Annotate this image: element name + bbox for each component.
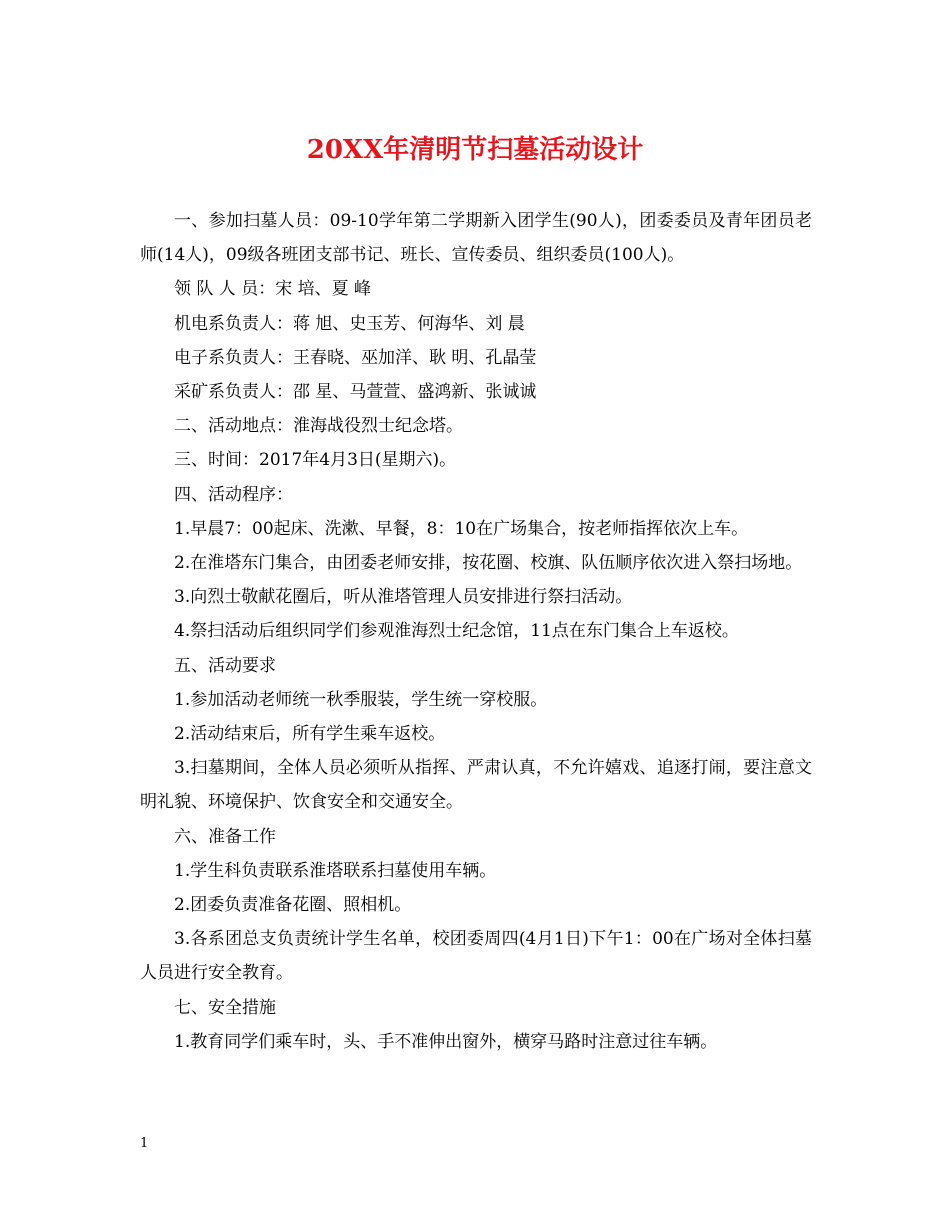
list-item: 3.扫墓期间，全体人员必须听从指挥、严肃认真，不允许嬉戏、追逐打闹，要注意文明礼貌、环境保护、饮食安全和交通安全。 bbox=[140, 758, 812, 813]
page-number: 1 bbox=[140, 1136, 149, 1151]
paragraph-electronics-leaders: 电子系负责人：王春晓、巫加洋、耿 明、孔晶莹 bbox=[174, 347, 537, 368]
paragraph-mechatronics-leaders: 机电系负责人：蒋 旭、史玉芳、何海华、刘 晨 bbox=[174, 313, 525, 334]
section-heading-requirements: 五、活动要求 bbox=[174, 655, 276, 676]
document-title: 20XX年清明节扫墓活动设计 bbox=[306, 135, 644, 165]
paragraph-team-leaders: 领 队 人 员：宋 培、夏 峰 bbox=[174, 279, 372, 300]
paragraph-participants: 一、参加扫墓人员：09-10学年第二学期新入团学生(90人)，团委委员及青年团员老师(14人)，09级各班团支部书记、班长、宣传委员、组织委员(100人)。 bbox=[140, 211, 812, 266]
list-item: 3.向烈士敬献花圈后，听从淮塔管理人员安排进行祭扫活动。 bbox=[174, 587, 633, 608]
paragraph-time: 三、时间：2017年4月3日(星期六)。 bbox=[174, 450, 457, 471]
list-item: 2.团委负责准备花圈、照相机。 bbox=[174, 895, 412, 916]
list-item: 2.在淮塔东门集合，由团委老师安排，按花圈、校旗、队伍顺序依次进入祭扫场地。 bbox=[174, 553, 803, 574]
section-heading-safety: 七、安全措施 bbox=[174, 997, 276, 1018]
section-heading-preparation: 六、准备工作 bbox=[174, 826, 276, 847]
list-item: 4.祭扫活动后组织同学们参观淮海烈士纪念馆，11点在东门集合上车返校。 bbox=[174, 621, 739, 642]
list-item: 1.学生科负责联系淮塔联系扫墓使用车辆。 bbox=[174, 860, 497, 881]
list-item: 1.教育同学们乘车时，头、手不准伸出窗外，横穿马路时注意过往车辆。 bbox=[174, 1031, 718, 1052]
paragraph-mining-leaders: 采矿系负责人：邵 星、马萱萱、盛鸿新、张诚诚 bbox=[174, 382, 537, 403]
paragraph-location: 二、活动地点：淮海战役烈士纪念塔。 bbox=[174, 416, 463, 437]
list-item: 3.各系团总支负责统计学生名单，校团委周四(4月1日)下午1：00在广场对全体扫墓人员进行安全教育。 bbox=[140, 929, 813, 984]
section-heading-procedure: 四、活动程序： bbox=[174, 484, 293, 505]
list-item: 2.活动结束后，所有学生乘车返校。 bbox=[174, 724, 446, 745]
list-item: 1.参加活动老师统一秋季服装，学生统一穿校服。 bbox=[174, 689, 548, 710]
list-item: 1.早晨7：00起床、洗漱、早餐，8：10在广场集合，按老师指挥依次上车。 bbox=[174, 518, 749, 539]
document-body bbox=[140, 204, 812, 1059]
